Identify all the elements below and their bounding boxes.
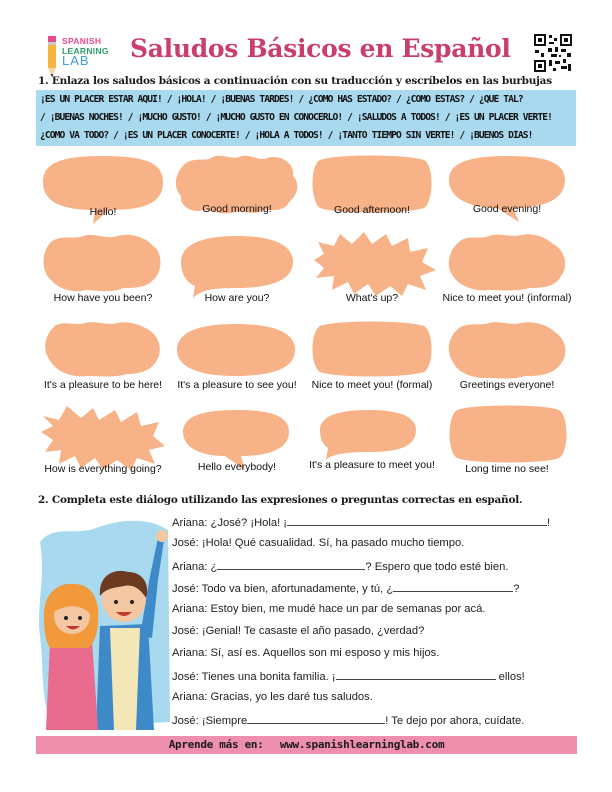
dialogue-text: José: ¡Siempre [172, 715, 248, 727]
logo-line3: LAB [62, 53, 90, 68]
bubble-label: Hello! [89, 206, 117, 218]
bubble-label: It's a pleasure to see you! [177, 379, 297, 391]
word-bank-line: ¿CÓMO VA TODO? / ¡ES UN PLACER CONOCERTE! / ¡HOLA A TODOS! / ¡TANTO TIEMPO SIN VERTE! / ¡BUENOS DÍAS! [40, 130, 533, 141]
dialogue-text: ? [513, 583, 520, 595]
logo-line2: LEARNING [62, 46, 109, 56]
footer-label: Aprende más en: [168, 738, 264, 751]
dialogue-line [172, 603, 580, 615]
dialogue-line [172, 713, 580, 727]
dialogue-text: ? Espero que todo esté bien. [365, 561, 509, 573]
bubble-label: How have you been? [53, 292, 153, 304]
bubble-label: What's up? [345, 292, 399, 304]
dialogue-line [172, 625, 580, 637]
bubble-label: It's a pleasure to meet you! [309, 459, 435, 471]
speech-bubble[interactable] [171, 404, 303, 482]
footer-link[interactable]: www.spanishlearninglab.com [279, 738, 445, 751]
dialogue-line [172, 515, 580, 529]
answer-blank[interactable] [287, 515, 547, 526]
speech-bubble[interactable] [37, 404, 169, 482]
dialogue-text: José: ¡Genial! Te casaste el año pasado, ¿verdad? [172, 625, 425, 637]
answer-blank[interactable] [247, 713, 385, 724]
qr-code-icon [533, 33, 573, 73]
speech-bubble[interactable] [37, 232, 169, 310]
exercise1-instruction: 1. Enlaza los saludos básicos a continuación con su traducción y escríbelos en las burbujas [38, 75, 552, 87]
dialogue-text: Ariana: Gracias, yo les daré tus saludos. [172, 691, 373, 703]
answer-blank[interactable] [393, 581, 513, 592]
logo-line1: SPANISH [62, 36, 102, 46]
speech-bubble[interactable] [306, 152, 438, 230]
speech-bubble[interactable] [306, 320, 438, 398]
dialogue-text: Ariana: ¿José? ¡Hola! ¡ [172, 517, 288, 529]
dialogue-text: ellos! [495, 671, 525, 683]
dialogue-text: José: Tienes una bonita familia. ¡ [172, 671, 336, 683]
speech-bubble[interactable] [306, 232, 438, 310]
speech-bubble[interactable] [441, 320, 573, 398]
bubble-label: Long time no see! [465, 463, 549, 475]
speech-bubble[interactable] [37, 320, 169, 398]
dialogue-text: José: ¡Hola! Qué casualidad. Sí, ha pasado mucho tiempo. [172, 537, 465, 549]
dialogue-line [172, 691, 580, 703]
bubble-label: How is everything going? [44, 463, 162, 475]
bubble-label: How are you? [204, 292, 270, 304]
dialogue-line [172, 669, 580, 683]
dialogue-line [172, 537, 580, 549]
dialogue-line [172, 559, 580, 573]
answer-blank[interactable] [217, 559, 365, 570]
dialogue-text: Ariana: Estoy bien, me mudé hace un par de semanas por acá. [172, 603, 486, 615]
footer-bar [36, 736, 577, 754]
bubble-label: It's a pleasure to be here! [43, 379, 163, 391]
speech-bubble[interactable] [441, 152, 573, 230]
speech-bubble[interactable] [306, 404, 438, 482]
exercise2-instruction: 2. Completa este diálogo utilizando las expresiones o preguntas correctas en español. [38, 494, 523, 506]
bubble-label: Good morning! [202, 203, 272, 215]
bubble-label: Good afternoon! [334, 204, 410, 216]
speech-bubble[interactable] [441, 232, 573, 310]
dialogue-text: ! Te dejo por ahora, cuídate. [385, 715, 525, 727]
dialogue-text: Ariana: ¿ [172, 561, 218, 573]
word-bank-line: ¡ES UN PLACER ESTAR AQUÍ! / ¡HOLA! / ¡BUENAS TARDES! / ¿CÓMO HAS ESTADO? / ¿CÓMO ESTÁS? / ¿QUÉ TAL? [40, 94, 523, 105]
bubble-label: Nice to meet you! (informal) [442, 292, 572, 304]
speech-bubble[interactable] [171, 320, 303, 398]
people-illustration [36, 516, 171, 730]
bubble-label: Greetings everyone! [459, 379, 555, 391]
page-title: Saludos Básicos en Español [130, 34, 511, 63]
speech-bubble[interactable] [37, 152, 169, 230]
dialogue-text: Ariana: Sí, así es. Aquellos son mi esposo y mis hijos. [172, 647, 440, 659]
pencil-icon [44, 36, 60, 78]
dialogue-line [172, 581, 580, 595]
speech-bubble[interactable] [171, 232, 303, 310]
dialogue-text: José: Todo va bien, afortunadamente, y tú, ¿ [172, 583, 394, 595]
speech-bubble[interactable] [171, 152, 303, 230]
speech-bubble[interactable] [441, 404, 573, 482]
bubble-label: Hello everybody! [197, 461, 277, 473]
dialogue-line [172, 647, 580, 659]
bubble-label: Nice to meet you! (formal) [311, 379, 433, 391]
word-bank-line: / ¡BUENAS NOCHES! / ¡MUCHO GUSTO! / ¡MUCHO GUSTO EN CONOCERLO! / ¡SALUDOS A TODOS! / ¡ES UN PLACER VERTE! [40, 112, 552, 123]
answer-blank[interactable] [336, 669, 496, 680]
site-logo [44, 34, 124, 78]
bubble-label: Good evening! [472, 203, 542, 215]
dialogue-text: ! [547, 517, 551, 529]
word-bank [36, 90, 576, 146]
